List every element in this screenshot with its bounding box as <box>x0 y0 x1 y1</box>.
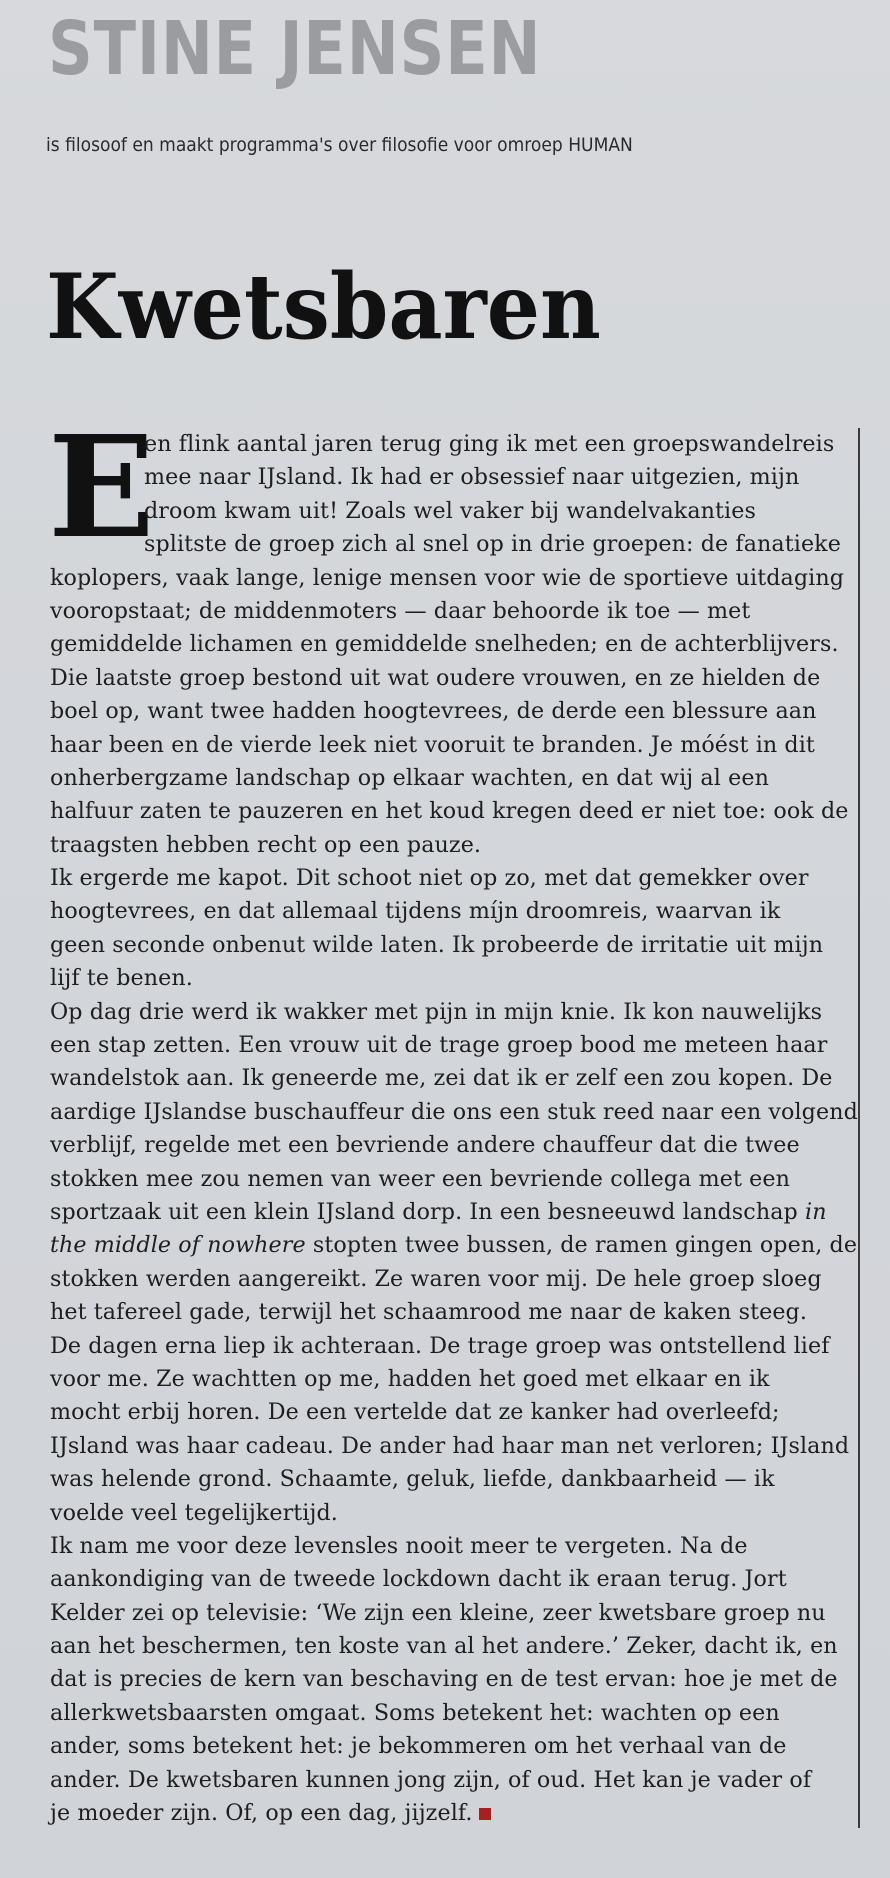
end-of-article-mark-icon <box>479 1808 491 1820</box>
body-line: verblijf, regelde met een bevriende andere chauffeur dat die twee <box>50 1132 800 1159</box>
body-text: stopten twee bussen, de ramen gingen open, de <box>312 1232 858 1259</box>
body-line: De dagen erna liep ik achteraan. De trage groep was ontstellend lief <box>50 1332 830 1359</box>
author-name: STINE JENSEN <box>48 6 542 92</box>
body-line: Ik ergerde me kapot. Dit schoot niet op zo, met dat gemekker over <box>50 865 809 892</box>
body-line: halfuur zaten te pauzeren en het koud kregen deed er niet toe: ook de <box>50 798 849 825</box>
body-line <box>50 1229 858 1262</box>
body-line: traagsten hebben recht op een pauze. <box>50 831 482 858</box>
body-line: dat is precies de kern van beschaving en de test ervan: hoe je met de <box>50 1666 838 1693</box>
drop-cap: E <box>48 406 155 570</box>
body-line: mocht erbij horen. De een vertelde dat ze kanker had overleefd; <box>50 1399 780 1426</box>
body-line: aankondiging van de tweede lockdown dacht ik eraan terug. Jort <box>50 1566 787 1593</box>
body-line <box>50 1196 850 1229</box>
body-line: het tafereel gade, terwijl het schaamrood me naar de kaken steeg. <box>50 1299 808 1326</box>
body-line: aan het beschermen, ten koste van al het andere.’ Zeker, dacht ik, en <box>50 1633 838 1660</box>
italic-text: in <box>805 1198 827 1225</box>
body-text: je moeder zijn. Of, op een dag, jijzelf. <box>50 1800 473 1827</box>
body-line: stokken mee zou nemen van weer een bevriende collega met een <box>50 1165 790 1192</box>
body-line: geen seconde onbenut wilde laten. Ik probeerde de irritatie uit mijn <box>50 931 824 958</box>
body-line: vooropstaat; de middenmoters — daar behoorde ik toe — met <box>50 597 751 624</box>
body-line: splitste de groep zich al snel op in drie groepen: de fanatieke <box>144 531 841 558</box>
body-line <box>50 1797 850 1830</box>
body-line: stokken werden aangereikt. Ze waren voor mij. De hele groep sloeg <box>50 1265 822 1292</box>
body-line: lijf te benen. <box>50 965 193 992</box>
body-line: aardige IJslandse buschauffeur die ons een stuk reed naar een volgend <box>50 1098 858 1125</box>
body-line: Ik nam me voor deze levensles nooit meer te vergeten. Na de <box>50 1532 748 1559</box>
italic-phrase: the middle of nowhere <box>50 1232 306 1259</box>
author-tagline: is filosoof en maakt programma's over filosofie voor omroep HUMAN <box>46 134 633 156</box>
article-body <box>50 428 858 1830</box>
body-line: koplopers, vaak lange, lenige mensen voor wie de sportieve uitdaging <box>50 564 845 591</box>
body-line: IJsland was haar cadeau. De ander had haar man net verloren; IJsland <box>50 1432 850 1459</box>
column-rule <box>858 428 860 1828</box>
body-line: was helende grond. Schaamte, geluk, liefde, dankbaarheid — ik <box>50 1466 775 1493</box>
body-line: ander. De kwetsbaren kunnen jong zijn, of oud. Het kan je vader of <box>50 1766 812 1793</box>
body-line: Kelder zei op televisie: ‘We zijn een kleine, zeer kwetsbare groep nu <box>50 1599 826 1626</box>
body-line: gemiddelde lichamen en gemiddelde snelheden; en de achterblijvers. <box>50 631 839 658</box>
body-line: mee naar IJsland. Ik had er obsessief naar uitgezien, mijn <box>144 464 800 491</box>
body-line: voor me. Ze wachtten op me, hadden het goed met elkaar en ik <box>50 1365 770 1392</box>
body-line: en flink aantal jaren terug ging ik met een groepswandelreis <box>144 431 835 457</box>
article-title: Kwetsbaren <box>46 254 601 360</box>
body-line: een stap zetten. Een vrouw uit de trage groep bood me meteen haar <box>50 1032 828 1059</box>
body-line: hoogtevrees, en dat allemaal tijdens míjn droomreis, waarvan ik <box>50 898 781 925</box>
body-line: voelde veel tegelijkertijd. <box>50 1499 338 1526</box>
body-line: droom kwam uit! Zoals wel vaker bij wandelvakanties <box>144 497 756 524</box>
body-line: haar been en de vierde leek niet vooruit te branden. Je móést in dit <box>50 731 815 758</box>
body-line: Die laatste groep bestond uit wat oudere vrouwen, en ze hielden de <box>50 664 821 691</box>
body-line: wandelstok aan. Ik geneerde me, zei dat ik er zelf een zou kopen. De <box>50 1065 833 1092</box>
body-line: boel op, want twee hadden hoogtevrees, de derde een blessure aan <box>50 698 817 725</box>
body-line: ander, soms betekent het: je bekommeren om het verhaal van de <box>50 1733 787 1760</box>
body-line: onherbergzame landschap op elkaar wachten, en dat wij al een <box>50 764 769 791</box>
body-text: sportzaak uit een klein IJsland dorp. In een besneeuwd landschap <box>50 1198 798 1225</box>
body-line: Op dag drie werd ik wakker met pijn in mijn knie. Ik kon nauwelijks <box>50 998 823 1025</box>
body-line: allerkwetsbaarsten omgaat. Soms betekent het: wachten op een <box>50 1699 780 1726</box>
